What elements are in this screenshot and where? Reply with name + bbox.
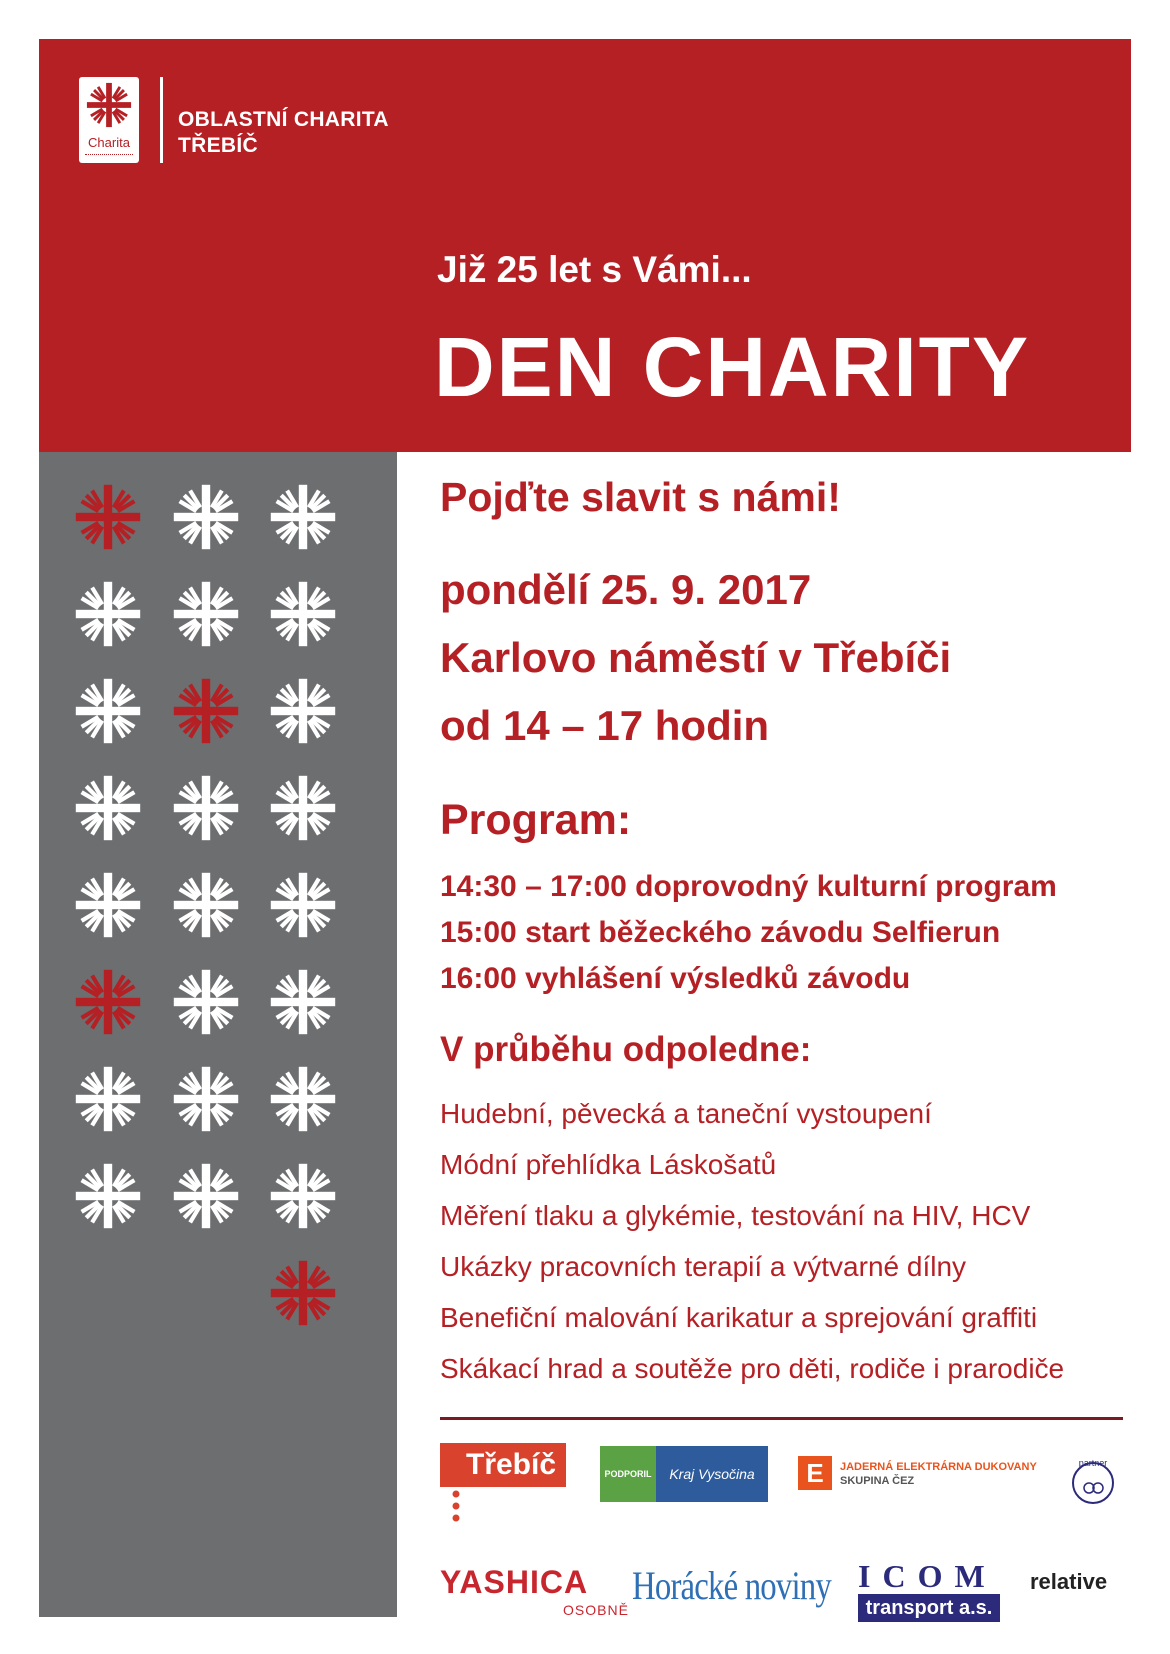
- organization-line-1: OBLASTNÍ CHARITA: [178, 108, 389, 131]
- trebic-dots-icon: [451, 1490, 461, 1522]
- charita-cross-icon: [73, 482, 143, 552]
- sidebar-icon-panel: [39, 452, 397, 1617]
- charita-cross-icon: [85, 81, 133, 129]
- charita-cross-icon: [73, 773, 143, 843]
- partner-label: partner: [1078, 1458, 1108, 1468]
- sponsor-trebic-logo: Třebíč: [440, 1443, 566, 1487]
- charita-cross-icon: [171, 1064, 241, 1134]
- partner-circle-icon: [1068, 1456, 1118, 1506]
- afternoon-item: Hudební, pěvecká a taneční vystoupení: [440, 1098, 932, 1129]
- charita-cross-icon: [268, 579, 338, 649]
- program-item: 15:00 start běžeckého závodu Selfierun: [440, 916, 1001, 949]
- charita-cross-icon: [268, 676, 338, 746]
- charita-cross-icon: [171, 967, 241, 1037]
- event-details: [440, 556, 951, 760]
- sponsor-partner-logo: [1068, 1456, 1118, 1511]
- charita-cross-icon: [268, 967, 338, 1037]
- header-banner: [39, 39, 1131, 452]
- charita-cross-icon: [268, 1161, 338, 1231]
- organization-line-2: TŘEBÍČ: [178, 134, 258, 157]
- charita-cross-icon: [73, 870, 143, 940]
- logo-word: Charita: [88, 135, 130, 150]
- organization-name: [178, 107, 389, 159]
- program-item: 14:30 – 17:00 doprovodný kulturní program: [440, 870, 1057, 903]
- cez-logo-icon: E: [798, 1456, 832, 1490]
- event-date: pondělí 25. 9. 2017: [440, 566, 812, 613]
- event-place: Karlovo náměstí v Třebíči: [440, 634, 952, 681]
- afternoon-item: Měření tlaku a glykémie, testování na HIV, HCV: [440, 1200, 1031, 1231]
- program-list: [440, 864, 1057, 1002]
- afternoon-list: [440, 1088, 1064, 1394]
- sponsor-horacke-noviny-logo: Horácké noviny: [632, 1563, 831, 1608]
- event-title: DEN CHARITY: [434, 320, 1031, 414]
- charita-cross-icon: [171, 676, 241, 746]
- charita-cross-icon: [73, 579, 143, 649]
- charita-cross-icon: [268, 482, 338, 552]
- sponsor-vysocina-badge: PODPORIL: [600, 1446, 656, 1502]
- cez-line-1: JADERNÁ ELEKTRÁRNA DUKOVANY: [840, 1461, 1037, 1473]
- charita-cross-icon: [73, 1161, 143, 1231]
- afternoon-heading: V průběhu odpoledne:: [440, 1030, 812, 1069]
- event-time: od 14 – 17 hodin: [440, 702, 770, 749]
- logo-underline: [85, 154, 133, 157]
- sponsor-yashica-logo: YASHICA: [440, 1564, 589, 1600]
- charita-cross-icon: [171, 870, 241, 940]
- sponsor-vysocina-logo: Kraj Vysočina: [656, 1446, 768, 1502]
- charita-cross-icon: [73, 1064, 143, 1134]
- sponsor-icom-logo: ICOM: [858, 1558, 997, 1594]
- sponsor-relative-logo: relative: [1030, 1569, 1108, 1594]
- program-heading: Program:: [440, 796, 632, 844]
- charita-cross-icon: [171, 579, 241, 649]
- charita-cross-icon: [171, 1161, 241, 1231]
- afternoon-item: Benefiční malování karikatur a sprejování graffiti: [440, 1302, 1038, 1333]
- afternoon-item: Módní přehlídka Láskošatů: [440, 1149, 777, 1180]
- logo-divider: [160, 77, 163, 163]
- icom-subtitle: transport a.s.: [858, 1594, 1000, 1622]
- sponsor-cez-text: [840, 1460, 1037, 1488]
- charita-cross-icon: [268, 1258, 338, 1328]
- charita-cross-icon: [268, 870, 338, 940]
- charita-cross-icon: [73, 967, 143, 1037]
- charita-cross-icon: [268, 1064, 338, 1134]
- cez-line-2: SKUPINA ČEZ: [840, 1475, 915, 1487]
- tagline: Již 25 let s Vámi...: [437, 249, 752, 290]
- charita-logo: [79, 77, 139, 163]
- charita-cross-icon: [268, 773, 338, 843]
- yashica-subtitle: OSOBNĚ: [563, 1602, 629, 1618]
- sponsor-divider: [440, 1417, 1123, 1420]
- charita-cross-icon: [171, 773, 241, 843]
- slogan: Pojďte slavit s námi!: [440, 474, 841, 520]
- afternoon-item: Skákací hrad a soutěže pro děti, rodiče i prarodiče: [440, 1353, 1065, 1384]
- charita-cross-icon: [73, 676, 143, 746]
- afternoon-item: Ukázky pracovních terapií a výtvarné dílny: [440, 1251, 967, 1282]
- charita-cross-icon: [171, 482, 241, 552]
- program-item: 16:00 vyhlášení výsledků závodu: [440, 962, 911, 995]
